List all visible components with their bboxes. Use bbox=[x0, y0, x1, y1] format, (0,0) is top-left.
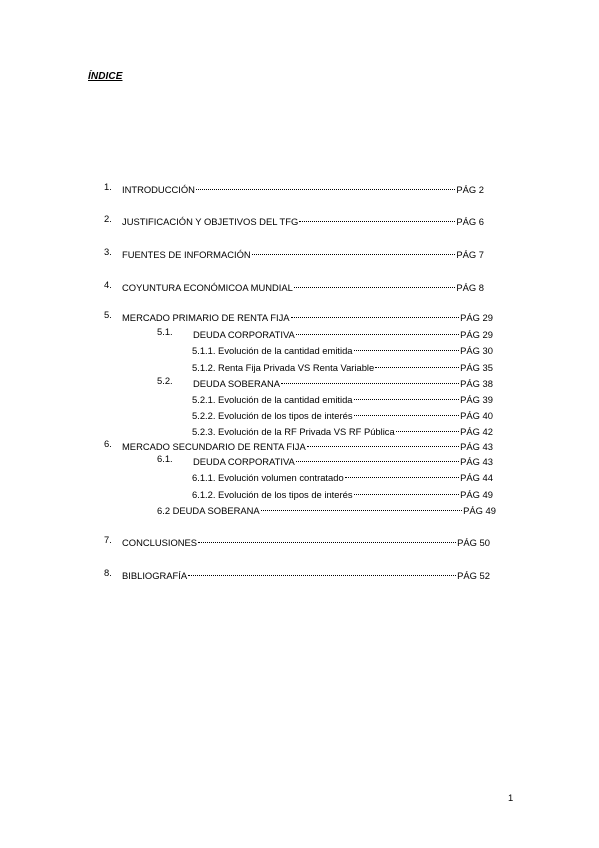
toc-dot-leader bbox=[280, 374, 460, 387]
toc-entry-number: 5. bbox=[104, 309, 112, 320]
toc-entry-title: 5.1.1. Evolución de la cantidad emitida bbox=[192, 345, 353, 356]
toc-entry-number: 6.1. bbox=[157, 453, 173, 464]
toc-entry-page: PÁG 29 bbox=[460, 312, 493, 323]
toc-entry-title: 5.2.1. Evolución de la cantidad emitida bbox=[192, 394, 353, 405]
toc-entry[interactable] bbox=[122, 533, 490, 546]
toc-entry[interactable] bbox=[192, 341, 493, 354]
toc-entry-title: DEUDA SOBERANA bbox=[193, 378, 281, 389]
toc-entry-title: DEUDA CORPORATIVA bbox=[193, 456, 295, 467]
toc-entry-page: PÁG 49 bbox=[463, 505, 496, 516]
toc-entry[interactable] bbox=[122, 245, 484, 258]
toc-entry[interactable] bbox=[122, 566, 490, 579]
toc-entry[interactable] bbox=[192, 468, 493, 481]
toc-entry-title: 5.2.3. Evolución de la RF Privada VS RF Pública bbox=[192, 426, 395, 437]
toc-entry-page: PÁG 38 bbox=[460, 378, 493, 389]
page-number: 1 bbox=[508, 792, 514, 803]
toc-entry-page: PÁG 30 bbox=[460, 345, 493, 356]
toc-dot-leader bbox=[293, 278, 457, 291]
toc-entry-title: BIBLIOGRAFÍA bbox=[122, 570, 188, 581]
toc-entry-number: 1. bbox=[104, 181, 112, 192]
toc-entry-title: MERCADO PRIMARIO DE RENTA FIJA bbox=[122, 312, 290, 323]
toc-entry-page: PÁG 29 bbox=[460, 329, 493, 340]
toc-entry-page: PÁG 35 bbox=[460, 362, 493, 373]
toc-dot-leader bbox=[344, 468, 460, 481]
toc-entry-title: MERCADO SECUNDARIO DE RENTA FIJA bbox=[122, 441, 306, 452]
toc-entry-title: FUENTES DE INFORMACIÓN bbox=[122, 249, 251, 260]
toc-entry-number: 5.2. bbox=[157, 375, 173, 386]
toc-entry-page: PÁG 7 bbox=[456, 249, 484, 260]
toc-entry[interactable] bbox=[122, 180, 484, 193]
toc-dot-leader bbox=[306, 437, 460, 450]
toc-entry-title: 6.1.1. Evolución volumen contratado bbox=[192, 472, 344, 483]
toc-entry-page: PÁG 2 bbox=[456, 184, 484, 195]
toc-entry-page: PÁG 52 bbox=[457, 570, 490, 581]
toc-entry-title: 6.2 DEUDA SOBERANA bbox=[157, 505, 260, 516]
toc-entry-title: CONCLUSIONES bbox=[122, 537, 198, 548]
toc-entry[interactable] bbox=[192, 485, 493, 498]
toc-entry-title: 6.1.2. Evolución de los tipos de interés bbox=[192, 489, 353, 500]
toc-dot-leader bbox=[187, 566, 457, 579]
toc-dot-leader bbox=[197, 533, 457, 546]
toc-entry-number: 2. bbox=[104, 213, 112, 224]
toc-entry-title: JUSTIFICACIÓN Y OBJETIVOS DEL TFG bbox=[122, 216, 299, 227]
toc-entry-number: 8. bbox=[104, 567, 112, 578]
toc-dot-leader bbox=[353, 341, 461, 354]
toc-entry[interactable] bbox=[192, 358, 493, 371]
toc-dot-leader bbox=[353, 485, 461, 498]
toc-entry-page: PÁG 43 bbox=[460, 441, 493, 452]
toc-entry[interactable] bbox=[193, 452, 493, 465]
toc-entry[interactable] bbox=[192, 422, 493, 435]
toc-entry-page: PÁG 43 bbox=[460, 456, 493, 467]
toc-entry-title: COYUNTURA ECONÓMICOA MUNDIAL bbox=[122, 282, 293, 293]
index-heading: ÍNDICE bbox=[88, 71, 123, 82]
toc-entry-page: PÁG 50 bbox=[457, 537, 490, 548]
toc-dot-leader bbox=[290, 308, 461, 321]
toc-entry[interactable] bbox=[157, 501, 496, 514]
toc-entry-page: PÁG 49 bbox=[460, 489, 493, 500]
toc-entry[interactable] bbox=[122, 278, 484, 291]
toc-dot-leader bbox=[298, 212, 456, 225]
toc-entry-number: 7. bbox=[104, 534, 112, 545]
toc-entry-page: PÁG 44 bbox=[460, 472, 493, 483]
toc-dot-leader bbox=[374, 358, 460, 371]
toc-entry-page: PÁG 6 bbox=[456, 216, 484, 227]
toc-dot-leader bbox=[353, 390, 461, 403]
toc-dot-leader bbox=[260, 501, 464, 514]
toc-dot-leader bbox=[251, 245, 457, 258]
toc-entry[interactable] bbox=[193, 374, 493, 387]
toc-entry-number: 4. bbox=[104, 279, 112, 290]
toc-entry-title: INTRODUCCIÓN bbox=[122, 184, 195, 195]
toc-entry-number: 3. bbox=[104, 246, 112, 257]
toc-entry-number: 6. bbox=[104, 438, 112, 449]
toc-entry[interactable] bbox=[122, 437, 493, 450]
toc-entry[interactable] bbox=[122, 212, 484, 225]
toc-dot-leader bbox=[353, 406, 461, 419]
toc-dot-leader bbox=[395, 422, 460, 435]
toc-dot-leader bbox=[195, 180, 456, 193]
toc-entry-page: PÁG 8 bbox=[456, 282, 484, 293]
toc-entry[interactable] bbox=[192, 406, 493, 419]
toc-dot-leader bbox=[295, 452, 460, 465]
toc-entry[interactable] bbox=[193, 325, 493, 338]
toc-entry-page: PÁG 40 bbox=[460, 410, 493, 421]
toc-entry-title: 5.2.2. Evolución de los tipos de interés bbox=[192, 410, 353, 421]
toc-dot-leader bbox=[295, 325, 460, 338]
toc-entry-number: 5.1. bbox=[157, 326, 173, 337]
toc-entry[interactable] bbox=[192, 390, 493, 403]
toc-entry-title: DEUDA CORPORATIVA bbox=[193, 329, 295, 340]
toc-entry-page: PÁG 39 bbox=[460, 394, 493, 405]
toc-entry-title: 5.1.2. Renta Fija Privada VS Renta Variable bbox=[192, 362, 375, 373]
toc-entry-page: PÁG 42 bbox=[460, 426, 493, 437]
toc-entry[interactable] bbox=[122, 308, 493, 321]
